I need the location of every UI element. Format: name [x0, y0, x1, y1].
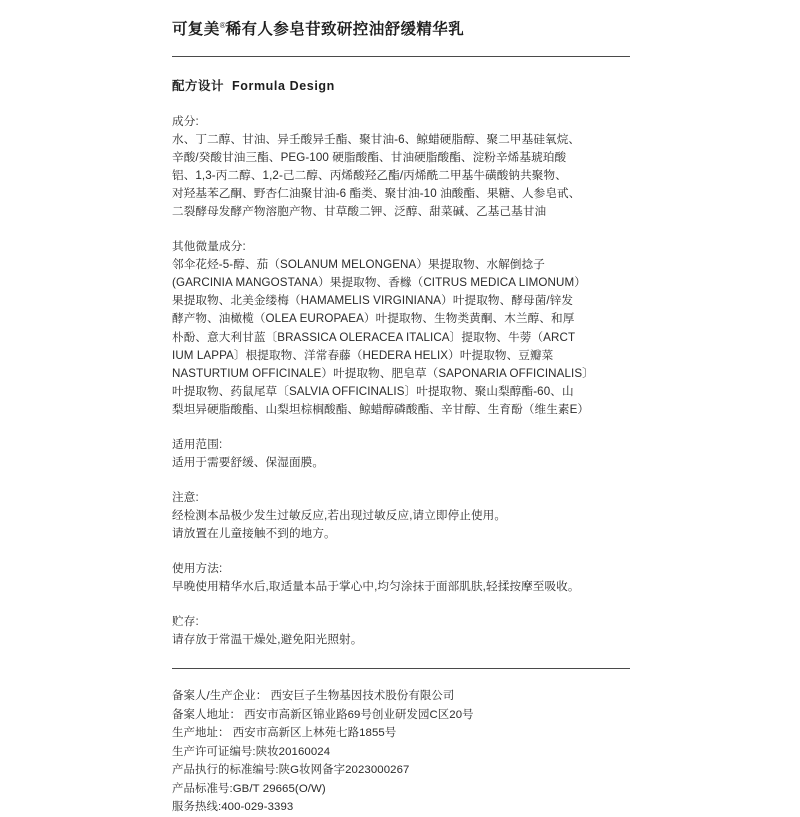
section-heading-cn: 配方设计	[172, 78, 225, 93]
usage-label: 使用方法:	[172, 562, 223, 576]
text-line: 水、丁二醇、甘油、异壬酸异壬酯、聚甘油-6、鲸蜡硬脂醇、聚二甲基硅氧烷、	[172, 132, 581, 146]
storage-label: 贮存:	[172, 615, 199, 629]
text-line: 酵产物、油橄榄（OLEA EUROPAEA）叶提取物、生物类黄酮、木兰醇、和厚	[172, 312, 575, 326]
text-line: IUM LAPPA〕根提取物、洋常春藤（HEDERA HELIX）叶提取物、豆瓣菜	[172, 348, 554, 362]
text-line: (GARCINIA MANGOSTANA）果提取物、香橼（CITRUS MEDICA LIMONUM）	[172, 276, 586, 290]
text-line: 早晚使用精华水后,取适量本品于掌心中,均匀涂抹于面部肌肤,轻揉按摩至吸收。	[172, 580, 580, 594]
footer-line: 产品标准号:GB/T 29665(O/W)	[172, 782, 326, 795]
text-line: 果提取物、北美金缕梅（HAMAMELIS VIRGINIANA）叶提取物、酵母菌/锌发	[172, 294, 574, 308]
label-content	[172, 0, 630, 817]
footer-line: 产品执行的标准编号:陕G妆网备字2023000267	[172, 764, 410, 777]
text-line: 二裂酵母发酵产物溶胞产物、甘草酸二钾、泛醇、甜菜碱、乙基己基甘油	[172, 205, 547, 219]
text-line: 梨坦异硬脂酸酯、山梨坦棕榈酸酯、鲸蜡醇磷酸酯、辛甘醇、生育酚（维生素E）	[172, 402, 590, 416]
footer-lines	[172, 687, 630, 816]
scope-body	[172, 454, 630, 472]
text-line: 辛酸/癸酸甘油三酯、PEG-100 硬脂酸酯、甘油硬脂酸酯、淀粉辛烯基琥珀酸	[172, 150, 567, 164]
footer-line: 备案人/生产企业： 西安巨子生物基因技术股份有限公司	[172, 690, 455, 703]
text-line: 请放置在儿童接触不到的地方。	[172, 527, 336, 541]
text-line: 邻伞花烃-5-醇、茄（SOLANUM MELONGENA）果提取物、水解倒捻子	[172, 258, 545, 272]
ingredients-label: 成分:	[172, 114, 199, 128]
block-storage	[172, 613, 630, 649]
block-scope	[172, 436, 630, 472]
section-heading-formula-design	[172, 57, 630, 96]
section-heading-en: Formula Design	[232, 78, 335, 93]
page-title	[172, 0, 630, 41]
text-line: 经检测本品极少发生过敏反应,若出现过敏反应,请立即停止使用。	[172, 508, 507, 522]
block-caution	[172, 489, 630, 543]
brand-name: 可复美	[172, 21, 220, 38]
footer-line: 备案人地址： 西安市高新区锦业路69号创业研发园C区20号	[172, 708, 474, 721]
product-name: 稀有人参皂苷致研控油舒缓精华乳	[225, 21, 465, 38]
text-line: 适用于需要舒缓、保湿面膜。	[172, 455, 325, 469]
text-line: NASTURTIUM OFFICINALE）叶提取物、肥皂草（SAPONARIA OFFICINALIS〕	[172, 366, 594, 380]
text-line: 朴酚、意大利甘蓝〔BRASSICA OLERACEA ITALICA〕提取物、牛蒡（ARCT	[172, 330, 576, 344]
text-line: 对羟基苯乙酮、野杏仁油聚甘油-6 酯类、聚甘油-10 油酸酯、果糖、人参皂甙、	[172, 187, 581, 201]
block-ingredients	[172, 113, 630, 221]
footer-line: 生产地址： 西安市高新区上林苑七路1855号	[172, 727, 397, 740]
trace-ingredients-body	[172, 256, 630, 419]
storage-body	[172, 631, 630, 649]
caution-body	[172, 507, 630, 543]
text-line: 铝、1,3-丙二醇、1,2-己二醇、丙烯酸羟乙酯/丙烯酰二甲基牛磺酸钠共聚物、	[172, 169, 567, 183]
block-usage	[172, 560, 630, 596]
divider-bottom	[172, 668, 630, 669]
footer-line: 服务热线:400-029-3393	[172, 801, 294, 814]
block-trace-ingredients	[172, 238, 630, 419]
usage-body	[172, 578, 630, 596]
caution-label: 注意:	[172, 491, 199, 504]
ingredients-body	[172, 131, 630, 221]
footer-line: 生产许可证编号:陕妆20160024	[172, 745, 331, 758]
scope-label: 适用范围:	[172, 437, 223, 451]
text-line: 请存放于常温干燥处,避免阳光照射。	[172, 633, 363, 647]
text-line: 叶提取物、药鼠尾草〔SALVIA OFFICINALIS〕叶提取物、聚山梨醇酯-60、山	[172, 384, 574, 398]
registered-trademark-icon: ®	[219, 20, 226, 30]
trace-ingredients-label: 其他微量成分:	[172, 240, 246, 254]
manufacturer-info	[172, 687, 630, 816]
